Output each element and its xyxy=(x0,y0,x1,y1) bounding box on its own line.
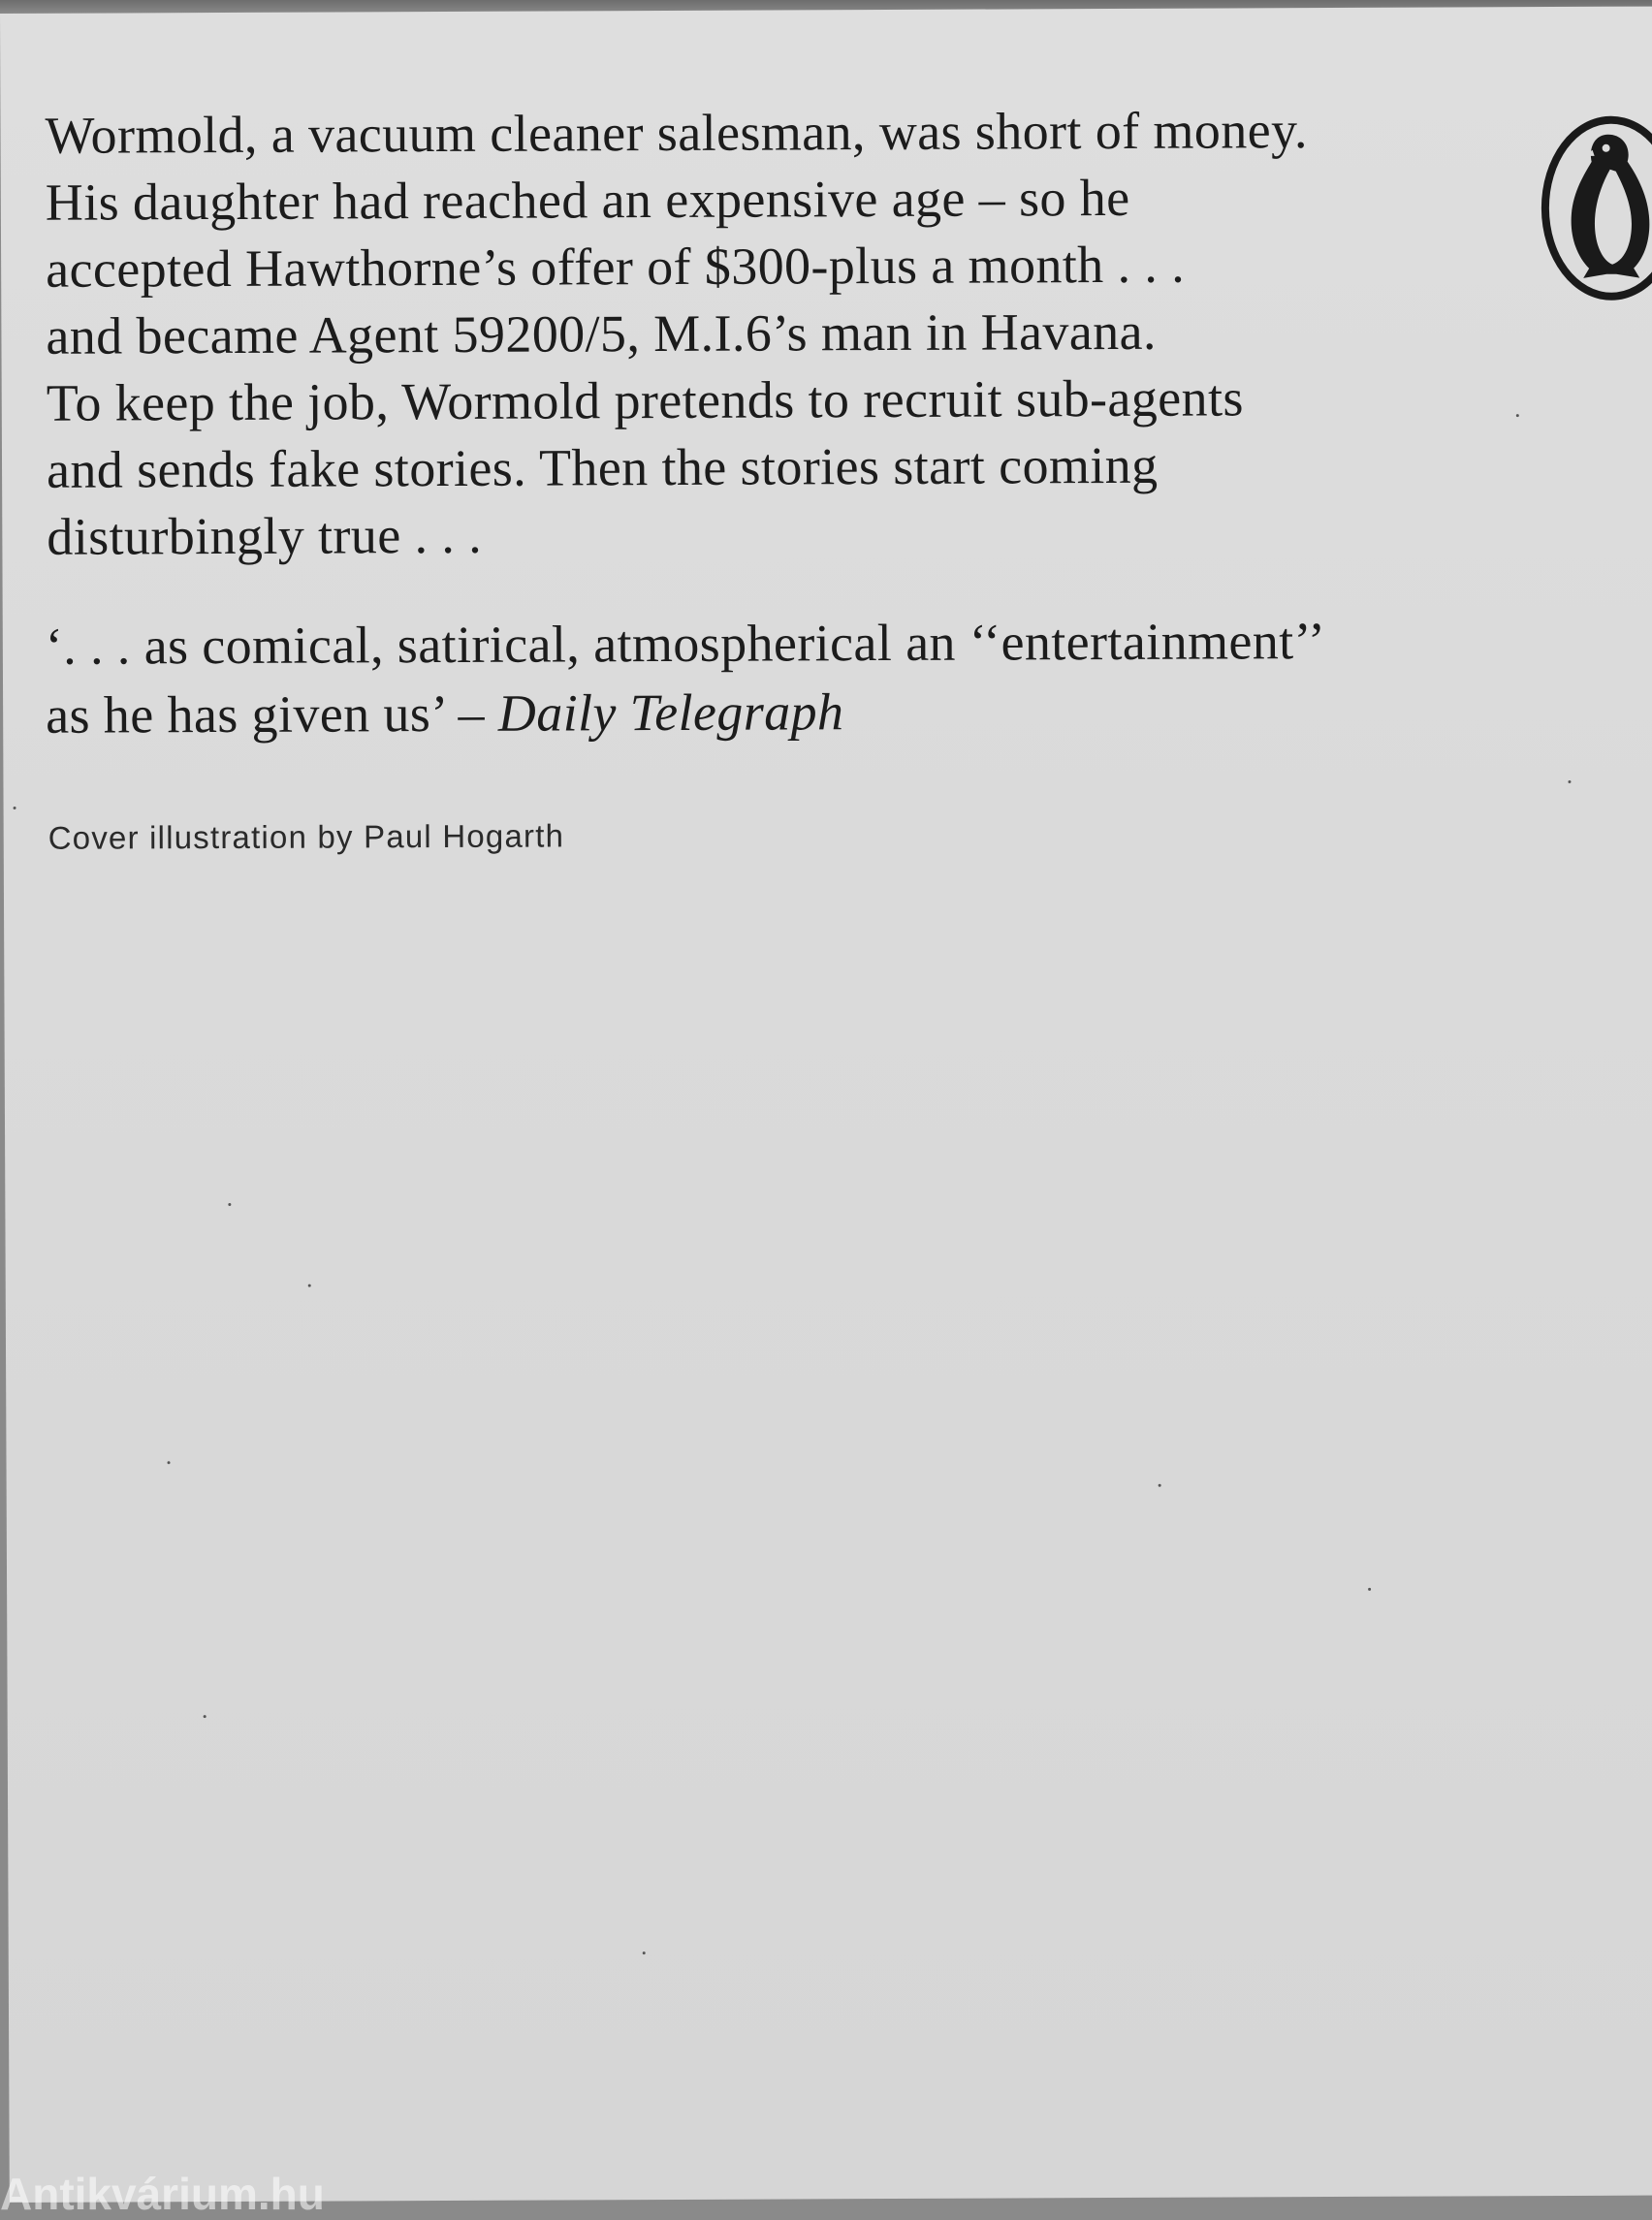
review-quote-line xyxy=(46,675,1558,750)
review-source: Daily Telegraph xyxy=(497,682,844,743)
blurb-line: and became Agent 59200/5, M.I.6’s man in Havana. xyxy=(46,301,1157,365)
blurb-line: To keep the job, Wormold pretends to recruit sub-agents xyxy=(46,368,1244,432)
paper-speck xyxy=(1368,1588,1371,1591)
paper-speck xyxy=(228,1203,231,1206)
cover-credit: Cover illustration by Paul Hogarth xyxy=(48,817,565,856)
penguin-icon xyxy=(1538,112,1652,303)
paper-speck xyxy=(168,1461,171,1464)
watermark: Antikvárium.hu xyxy=(0,2169,325,2219)
blurb-paragraph xyxy=(45,96,1501,571)
paper-speck xyxy=(308,1284,311,1287)
review-quote-text: as he has given us’ – xyxy=(46,683,498,745)
paper-speck xyxy=(1568,780,1571,783)
back-cover xyxy=(0,7,1652,2203)
blurb-line: accepted Hawthorne’s offer of $300-plus a month . . . xyxy=(46,235,1186,299)
penguin-eye xyxy=(1603,144,1610,152)
paper-speck xyxy=(1516,414,1519,417)
blurb-line: and sends fake stories. Then the stories start coming xyxy=(46,435,1159,499)
paper-speck xyxy=(643,1951,646,1954)
blurb-line: His daughter had reached an expensive age – so he xyxy=(45,168,1130,232)
review-quote xyxy=(46,606,1559,750)
paper-speck xyxy=(204,1715,206,1718)
paper-speck xyxy=(1159,1484,1161,1487)
review-quote-line: ‘. . . as comical, satirical, atmospherical an ‘‘entertainment’’ xyxy=(45,612,1326,676)
paper-speck xyxy=(14,807,16,809)
blurb-line: disturbingly true . . . xyxy=(47,505,483,566)
blurb-line: Wormold, a vacuum cleaner salesman, was short of money. xyxy=(45,101,1308,165)
